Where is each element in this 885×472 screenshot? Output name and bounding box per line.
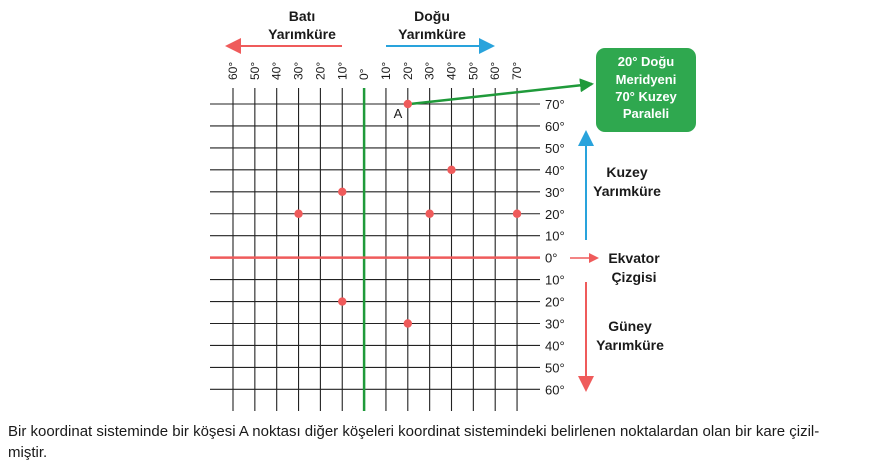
longitude-label: 40° [269, 61, 284, 80]
latitude-label: 10° [545, 228, 565, 244]
east-hemisphere-title: Doğu [414, 8, 450, 24]
equator-subtitle: Çizgisi [611, 269, 657, 285]
point-a-label: A [393, 106, 403, 121]
latitude-label: 20° [545, 294, 565, 310]
longitude-label: 40° [444, 61, 459, 80]
point-marker [404, 319, 412, 327]
longitude-label: 30° [422, 61, 437, 80]
longitude-label: 60° [488, 61, 503, 80]
point-marker [447, 166, 455, 174]
latitude-label: 20° [545, 206, 565, 222]
latitude-labels [545, 97, 565, 397]
longitude-labels [226, 62, 524, 80]
longitude-label: 50° [466, 61, 481, 80]
latitude-label: 60° [545, 382, 565, 398]
south-hemisphere-subtitle: Yarımküre [596, 337, 664, 353]
coordinate-grid [210, 88, 540, 411]
equator-title: Ekvator [608, 250, 660, 266]
latitude-label: 30° [545, 184, 565, 200]
point-marker [294, 210, 302, 218]
caption-line-2: miştir. [8, 444, 48, 461]
point-marker [513, 210, 521, 218]
latitude-label: 10° [545, 272, 565, 288]
longitude-label: 20° [313, 61, 328, 80]
south-hemisphere-title: Güney [608, 318, 652, 334]
west-hemisphere-subtitle: Yarımküre [268, 26, 336, 42]
north-hemisphere-subtitle: Yarımküre [593, 183, 661, 199]
latitude-label: 50° [545, 140, 565, 156]
latitude-label: 60° [545, 118, 565, 134]
callout-arrow [410, 84, 592, 104]
east-hemisphere-subtitle: Yarımküre [398, 26, 466, 42]
latitude-label: 50° [545, 360, 565, 376]
callout-line-2: Meridyeni [615, 72, 677, 87]
latitude-label: 0° [545, 250, 558, 266]
latitude-label: 40° [545, 338, 565, 354]
north-hemisphere-title: Kuzey [606, 164, 648, 180]
west-hemisphere-title: Batı [288, 8, 316, 24]
callout-line-1: 20° Doğu [617, 54, 675, 69]
longitude-label: 70° [510, 61, 525, 80]
longitude-label: 30° [291, 61, 306, 80]
point-marker [338, 297, 346, 305]
longitude-label: 0° [357, 68, 372, 80]
longitude-label: 20° [400, 61, 415, 80]
longitude-label: 10° [335, 61, 350, 80]
point-a-marker [404, 100, 412, 108]
longitude-label: 60° [226, 61, 240, 80]
caption [8, 421, 876, 463]
callout-line-4: Paraleli [622, 106, 670, 121]
latitude-label: 40° [545, 162, 565, 178]
longitude-label: 50° [247, 61, 262, 80]
point-marker [425, 210, 433, 218]
point-marker [338, 188, 346, 196]
longitude-label: 10° [378, 61, 393, 80]
special-lines [210, 88, 540, 411]
caption-line-1: Bir koordinat sisteminde bir köşesi A noktası diğer köşeleri koordinat sistemindeki belirlenen noktalardan olan bir kare çizil- [8, 423, 820, 440]
latitude-label: 70° [545, 97, 565, 112]
callout-line-3: 70° Kuzey [615, 89, 677, 104]
latitude-label: 30° [545, 316, 565, 332]
